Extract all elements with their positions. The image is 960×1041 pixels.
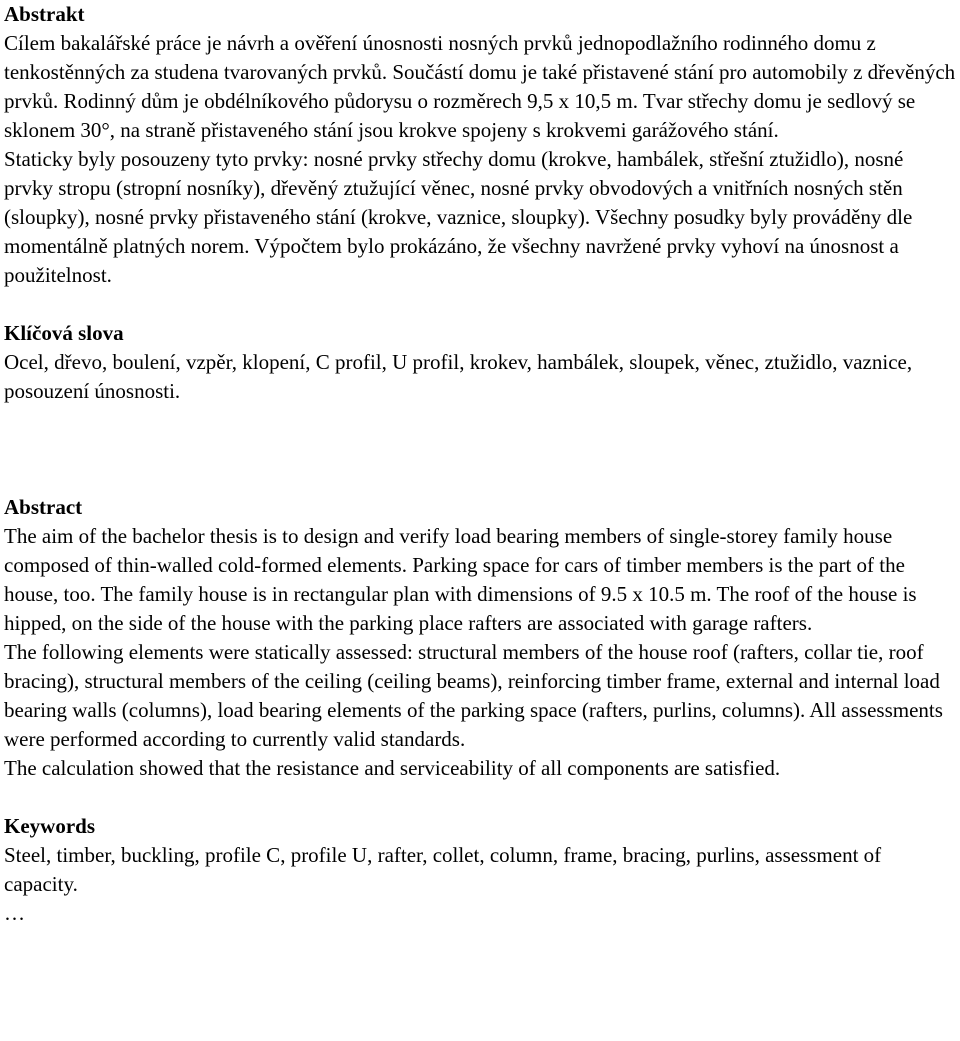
czech-abstract-paragraph-2: Staticky byly posouzeny tyto prvky: nosné prvky střechy domu (krokve, hambálek, střešní ztužidlo), nosné prvky stropu (stropní nosníky), dřevěný ztužující věnec, nosné prvky obvodových a vnitřních nosných stěn (sloupky), nosné prvky přistaveného stání (krokve, vaznice, sloupky). Všechny posudky byly prováděny dle momentálně platných norem. Výpočtem bylo prokázáno, že všechny navržené prvky vyhoví na únosnost a použitelnost. bbox=[4, 147, 913, 287]
english-abstract-paragraph-3: The calculation showed that the resistance and serviceability of all components are satisfied. bbox=[4, 756, 781, 780]
english-abstract-paragraph-1: The aim of the bachelor thesis is to design and verify load bearing members of single-storey family house composed of thin-walled cold-formed elements. Parking space for cars of timber members is the part of the house, too. The family house is in rectangular plan with dimensions of 9.5 x 10.5 m. The roof of the house is hipped, on the side of the house with the parking place rafters are associated with garage rafters. bbox=[4, 524, 917, 635]
trailing-ellipsis: … bbox=[4, 901, 25, 925]
czech-keywords-section bbox=[4, 319, 956, 406]
czech-abstract-section bbox=[4, 0, 956, 290]
english-abstract-paragraph-2: The following elements were statically assessed: structural members of the house roof (rafters, collar tie, roof bracing), structural members of the ceiling (ceiling beams), reinforcing timber frame, external and internal load bearing walls (columns), load bearing elements of the parking space (rafters, purlins, columns). All assessments were performed according to currently valid standards. bbox=[4, 640, 943, 751]
english-keywords-heading: Keywords bbox=[4, 814, 95, 838]
english-keywords-section bbox=[4, 812, 956, 928]
english-abstract-section bbox=[4, 493, 956, 783]
czech-keywords-text: Ocel, dřevo, boulení, vzpěr, klopení, C profil, U profil, krokev, hambálek, sloupek, věnec, ztužidlo, vaznice, posouzení únosnosti. bbox=[4, 350, 913, 403]
czech-keywords-heading: Klíčová slova bbox=[4, 321, 124, 345]
czech-abstract-paragraph-1: Cílem bakalářské práce je návrh a ověření únosnosti nosných prvků jednopodlažního rodinného domu z tenkostěnných za studena tvarovaných prvků. Součástí domu je také přistavené stání pro automobily z dřevěných prvků. Rodinný dům je obdélníkového půdorysu o rozměrech 9,5 x 10,5 m. Tvar střechy domu je sedlový se sklonem 30°, na straně přistaveného stání jsou krokve spojeny s krokvemi garážového stání. bbox=[4, 31, 956, 142]
english-keywords-text: Steel, timber, buckling, profile C, profile U, rafter, collet, column, frame, bracing, purlins, assessment of capacity. bbox=[4, 843, 882, 896]
english-abstract-heading: Abstract bbox=[4, 495, 83, 519]
czech-abstract-heading: Abstrakt bbox=[4, 2, 85, 26]
